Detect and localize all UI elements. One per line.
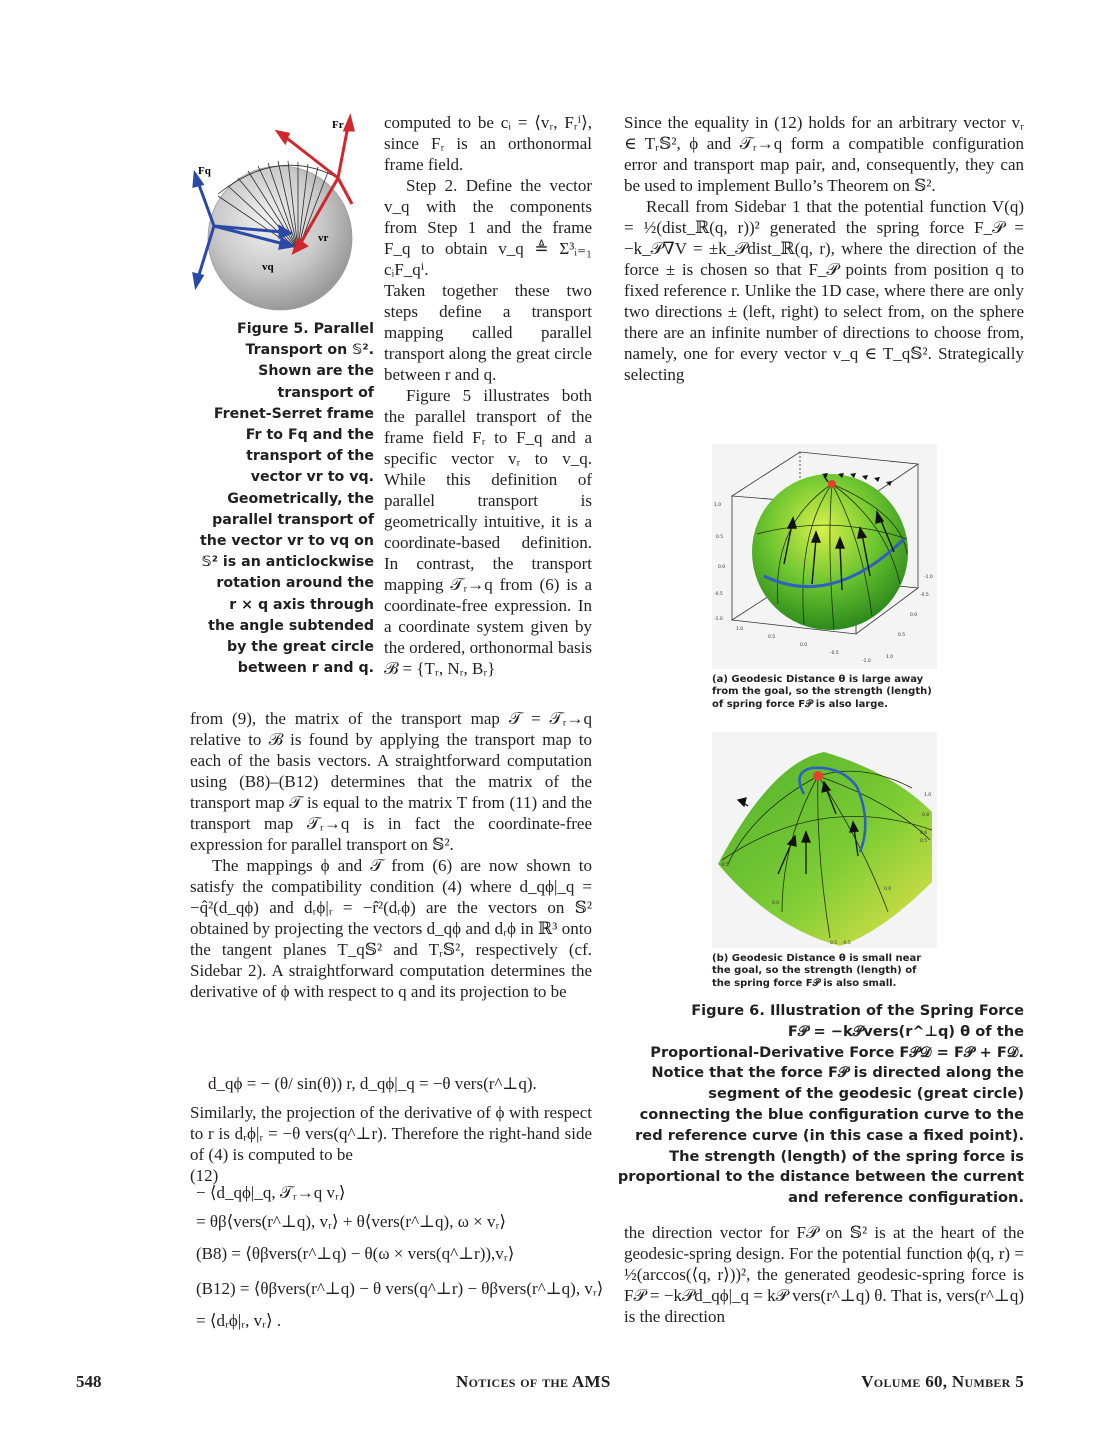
red-reference-point <box>813 771 823 781</box>
svg-text:0.5: 0.5 <box>716 535 724 540</box>
svg-text:0.5: 0.5 <box>898 633 906 638</box>
equation-line: = θβ⟨vers(r^⊥q), vᵣ⟩ + θ⟨vers(r^⊥q), ω × vᵣ⟩ <box>196 1212 507 1231</box>
journal-name: Notices of the AMS <box>456 1372 611 1391</box>
paragraph: from (9), the matrix of the transport map 𝒯 = 𝒯ᵣ→q relative to ℬ is found by applying the transport map to each of the basis vectors. A straightforward computation using (B8)–(B12) determines that the matrix of the transport map 𝒯 is equal to the matrix T from (11) and the transport map 𝒯ᵣ→q is in fact the coordinate-free expression for parallel transport on 𝕊². <box>190 709 592 854</box>
svg-text:0.0: 0.0 <box>910 613 918 618</box>
svg-text:0.0: 0.0 <box>772 901 780 906</box>
equation-line: (B8) = ⟨θβvers(r^⊥q) − θ(ω × vers(q^⊥r)),vᵣ⟩ <box>196 1244 515 1263</box>
paragraph: computed to be cᵢ = ⟨vᵣ, Fᵣⁱ⟩, since Fᵣ is an orthonormal frame field. <box>384 113 592 174</box>
paragraph: Figure 5 illustrates both the parallel transport of the frame field Fᵣ to F_q and a specific vector vᵣ to v_q. While this definition of parallel transport is geometrically intuitive, it is a coordinate-based definition. In contrast, the transport mapping 𝒯ᵣ→q from (6) is a coordinate-free expression. In a coordinate system given by the ordered, orthonormal basis ℬ = {Tᵣ, Nᵣ, Bᵣ} <box>384 386 592 678</box>
figure-5-sphere <box>188 112 376 327</box>
svg-text:0.5: 0.5 <box>920 839 928 844</box>
svg-text:0.0: 0.0 <box>718 565 726 570</box>
svg-text:-1.0: -1.0 <box>714 617 723 622</box>
svg-text:-0.5: -0.5 <box>720 863 729 868</box>
svg-text:1.0: 1.0 <box>714 503 722 508</box>
left-column-text <box>190 708 592 1002</box>
svg-text:0.0: 0.0 <box>884 887 892 892</box>
svg-text:-1.0: -1.0 <box>862 659 871 664</box>
label-vq: vq <box>262 261 274 273</box>
svg-text:1.0: 1.0 <box>736 627 744 632</box>
figure-6a-caption: (a) Geodesic Distance θ is large away from the goal, so the strength (length) of spring force F𝒫 is also large. <box>712 674 932 710</box>
right-column-text-top <box>624 112 1024 385</box>
svg-text:0.5: 0.5 <box>768 635 776 640</box>
middle-column-text <box>384 112 592 679</box>
page-number: 548 <box>76 1372 102 1391</box>
paragraph: Similarly, the projection of the derivative of ϕ with respect to r is dᵣϕ|ᵣ = −θ vers(q^⊥r). Therefore the right-hand side of (4) is computed to be <box>190 1103 592 1164</box>
figure-6b-caption: (b) Geodesic Distance θ is small near the goal, so the strength (length) of the spring force F𝒫 is also small. <box>712 953 922 989</box>
svg-text:-0.5: -0.5 <box>920 593 929 598</box>
svg-text:0.0: 0.0 <box>800 643 808 648</box>
label-fr: Fr <box>332 119 344 131</box>
svg-text:0.5: 0.5 <box>830 941 838 946</box>
equation-number: (12) <box>190 1166 219 1185</box>
figure-6-caption: Figure 6. Illustration of the Spring Force F𝒫 = −k𝒫vers(r^⊥q) θ of the Proportional-Derivative Force F𝒫𝒟 = F𝒫 + F𝒟. Notice that the force F𝒫 is directed along the segment of the geodesic (great circle) connecting the blue configuration curve to the red reference curve (in this case a fixed point). The strength (length) of the spring force is proportional to the distance between the current and reference configuration. <box>617 1002 1024 1207</box>
label-fq: Fq <box>198 165 211 177</box>
svg-text:-0.5: -0.5 <box>842 941 851 946</box>
equation-line: − ⟨d_qϕ|_q, 𝒯ᵣ→q vᵣ⟩ <box>196 1183 346 1202</box>
svg-text:1.0: 1.0 <box>886 655 894 660</box>
figure-5-caption: Figure 5. Parallel Transport on 𝕊². Shown are the transport of Frenet-Serret frame Fr to Fq and the transport of the vector vr to vq. Geometrically, the parallel transport of the vector vr to vq on 𝕊² is an anticlockwise rotation around the r × q axis through the angle subtended by the great circle between r and q. <box>199 321 374 677</box>
equation-derivative: d_qϕ = − (θ/ sin(θ)) r, d_qϕ|_q = −θ vers(r^⊥q). <box>208 1074 537 1093</box>
equation-line: = ⟨dᵣϕ|ᵣ, vᵣ⟩ . <box>196 1311 282 1330</box>
paragraph: Step 2. Define the vector v_q with the components from Step 1 and the frame F_q to obtain v_q ≜ Σ³ᵢ₌₁ cᵢF_qⁱ. <box>384 176 592 279</box>
figure-6a-sphere-plot <box>712 444 937 669</box>
paragraph: Since the equality in (12) holds for an arbitrary vector vᵣ ∈ Tᵣ𝕊², ϕ and 𝒯ᵣ→q form a compatible configuration error and transport map pair, and, consequently, they can be used to implement Bullo’s Theorem on 𝕊². <box>624 113 1024 195</box>
svg-text:1.0: 1.0 <box>924 793 932 798</box>
label-vr: vr <box>318 232 329 244</box>
svg-text:-0.5: -0.5 <box>714 592 723 597</box>
svg-text:-0.5: -0.5 <box>830 651 839 656</box>
svg-text:0.6: 0.6 <box>920 831 928 836</box>
right-column-text-bottom: the direction vector for F𝒫 on 𝕊² is at the heart of the geodesic-spring design. For the potential function ϕ(q, r) = ½(arccos(⟨q, r⟩))², the generated geodesic-spring force is F𝒫 = −k𝒫d_qϕ|_q = k𝒫 vers(r^⊥q) θ. That is, vers(r^⊥q) is the direction <box>624 1223 1024 1326</box>
figure-6b-surface-plot <box>712 732 937 948</box>
svg-text:0.8: 0.8 <box>922 813 930 818</box>
equation-line: (B12) = ⟨θβvers(r^⊥q) − θ vers(q^⊥r) − θβvers(r^⊥q), vᵣ⟩ <box>196 1279 604 1298</box>
paragraph: Taken together these two steps define a transport mapping called parallel transport along the great circle between r and q. <box>384 281 592 384</box>
volume-number: Volume 60, Number 5 <box>861 1372 1024 1391</box>
svg-text:-1.0: -1.0 <box>924 575 933 580</box>
paragraph: The mappings ϕ and 𝒯 from (6) are now shown to satisfy the compatibility condition (4) where d_qϕ|_q = −q̂²(d_qϕ) and dᵣϕ|ᵣ = −r̂²(dᵣϕ) are the vectors on 𝕊² obtained by projecting the vectors d_qϕ and dᵣϕ in ℝ³ onto the tangent planes T_q𝕊² and Tᵣ𝕊², respectively (cf. Sidebar 2). A straightforward computation determines the derivative of ϕ with respect to q and its projection to be <box>190 856 592 1001</box>
paragraph: Recall from Sidebar 1 that the potential function V(q) = ½(dist_ℝ(q, r))² generated the spring force F_𝒫 = −k_𝒫∇V = ±k_𝒫dist_ℝ(q, r), where the direction of the force ± is chosen so that F_𝒫 points from position q to fixed reference r. Unlike the 1D case, where there are only two directions ± (left, right) to select from, on the sphere there are an infinite number of directions to choose from, namely, one for every vector v_q ∈ T_q𝕊². Strategically selecting <box>624 197 1024 384</box>
red-reference-point <box>828 480 836 488</box>
